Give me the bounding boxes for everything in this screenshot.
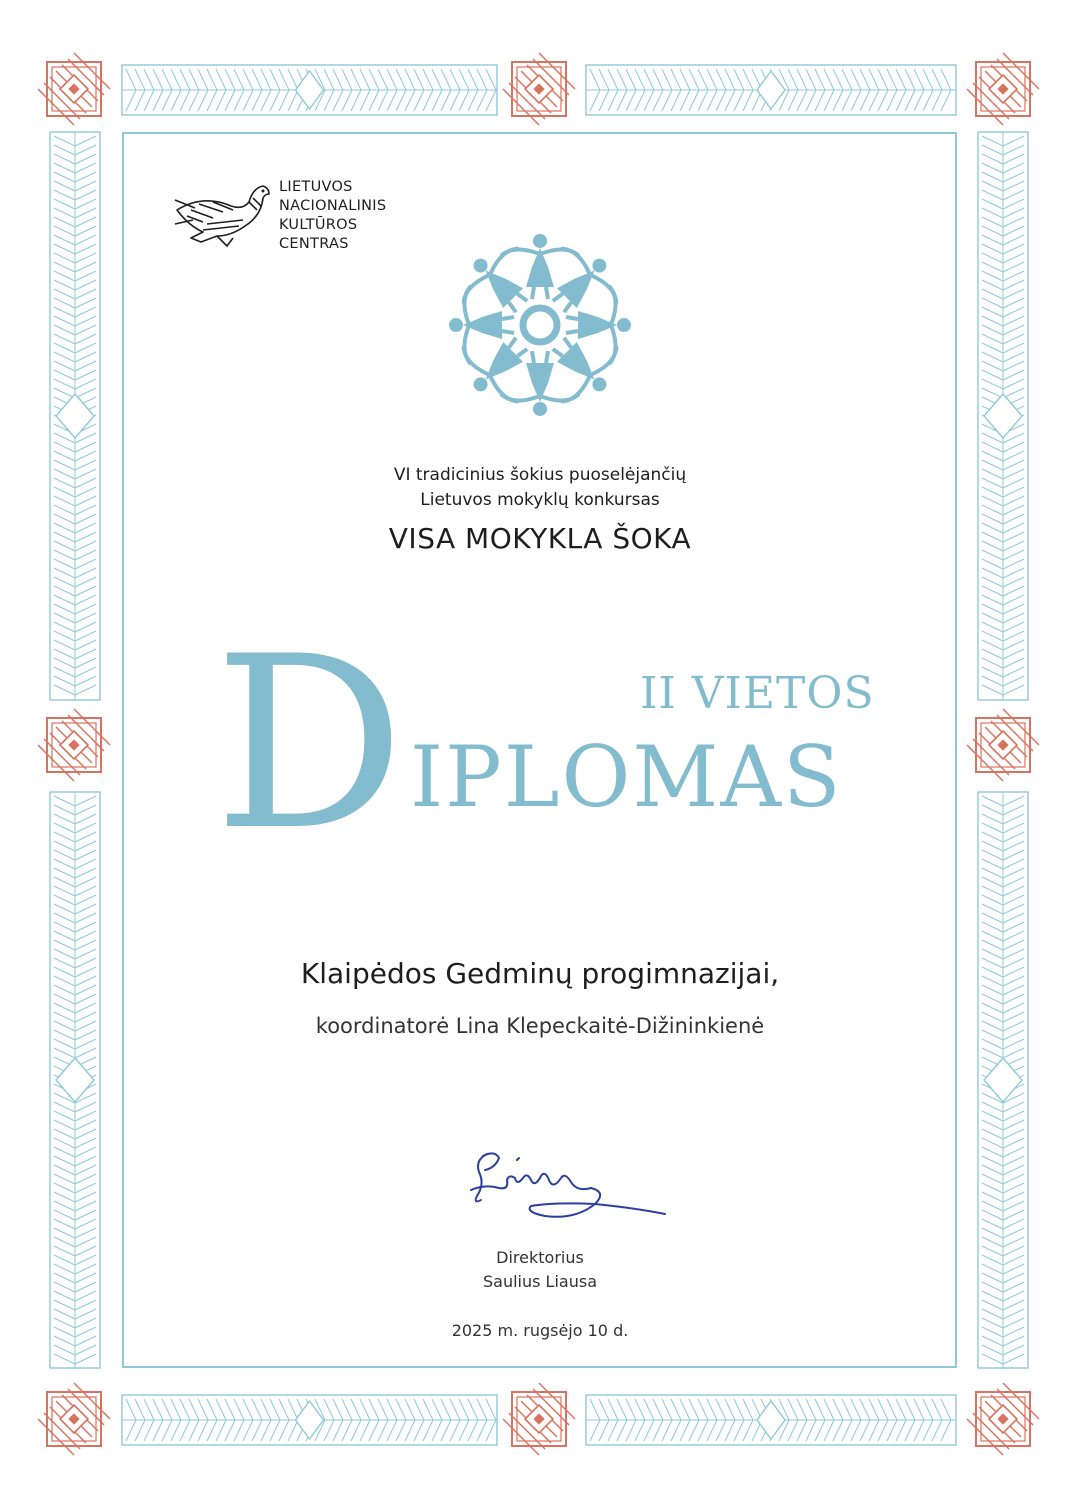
red-lattice-ornament-icon (38, 709, 110, 781)
organization-name-line: LIETUVOS (279, 179, 353, 195)
dancers-circle-emblem-icon (445, 230, 635, 420)
recipient-name: Klaipėdos Gedminų progimnazijai, (300, 957, 780, 990)
diploma-initial: D (214, 606, 405, 883)
horizontal-border-band (122, 65, 497, 115)
horizontal-border-band (122, 1395, 497, 1445)
folk-bird-logo-icon (173, 180, 273, 252)
issue-date: 2025 m. rugsėjo 10 d. (451, 1321, 629, 1340)
organization-name-line: KULTŪROS (279, 217, 358, 233)
red-lattice-ornament-icon (967, 709, 1039, 781)
red-lattice-ornament-icon (38, 1383, 110, 1455)
contest-subtitle-line2: Lietuvos mokyklų konkursas (420, 490, 660, 510)
vertical-border-band (50, 132, 100, 700)
vertical-border-band (978, 132, 1028, 700)
rank-title: II VIETOS (640, 668, 875, 719)
horizontal-border-band (586, 1395, 956, 1445)
red-lattice-ornament-icon (503, 1383, 575, 1455)
horizontal-border-band (586, 65, 956, 115)
coordinator-name: koordinatorė Lina Klepeckaitė-Dižininkienė (315, 1014, 765, 1038)
red-lattice-ornament-icon (38, 53, 110, 125)
contest-subtitle-line1: VI tradicinius šokius puoselėjančių (393, 465, 687, 485)
handwritten-signature (465, 1148, 675, 1238)
red-lattice-ornament-icon (967, 53, 1039, 125)
diploma-title-rest: IPLOMAS (410, 728, 843, 826)
red-lattice-ornament-icon (503, 53, 575, 125)
red-lattice-ornament-icon (967, 1383, 1039, 1455)
signatory-name: Saulius Liausa (483, 1272, 597, 1291)
signatory-title: Direktorius (496, 1248, 584, 1267)
organization-name (279, 178, 386, 254)
organization-name-line: CENTRAS (279, 236, 349, 252)
organization-name-line: NACIONALINIS (279, 198, 387, 214)
contest-name: VISA MOKYKLA ŠOKA (388, 522, 692, 555)
